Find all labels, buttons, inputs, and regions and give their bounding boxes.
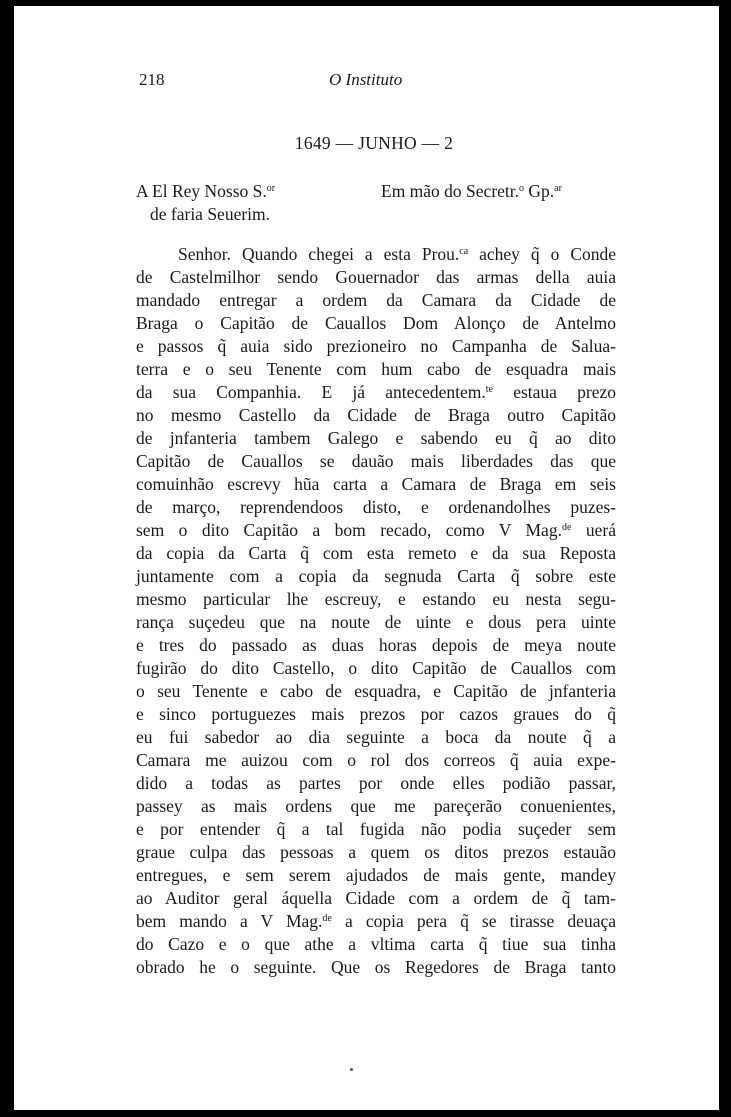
text-line: da copia da Carta q̃ com esta remeto e da sua Reposta [136, 543, 616, 563]
text-line: sem o dito Capitão a bom recado, como V Mag.$^{de}$ uerá [136, 520, 616, 540]
text-line: do Cazo e o que athe a vltima carta q̃ tiue sua tinha [136, 934, 616, 954]
footer-mark [350, 1068, 353, 1071]
addressee [136, 180, 366, 226]
addressee-line: de faria Seuerim. [150, 204, 271, 224]
text-line: dido a todas as partes por onde elles podião passar, [136, 773, 616, 793]
text-line: de jnfanteria tambem Galego e sabendo eu q̃ ao dito [136, 428, 616, 448]
text-line: e sinco portuguezes mais prezos por cazos graues do q̃ [136, 704, 616, 724]
letter-body [136, 243, 616, 979]
text-line: bem mando a V Mag.$^{de}$ a copia pera q̃ se tirasse deuaça [136, 911, 617, 931]
text-line: mandado entregar a ordem da Camara da Cidade de [136, 290, 616, 310]
text-line: passey as mais ordens que me pareçerão conuenientes, [136, 796, 616, 816]
page-number: 218 [139, 70, 165, 89]
date-heading: 1649 — JUNHO — 2 [294, 133, 454, 153]
text-line: rança suçedeu que na noute de uinte e dous pera uinte [136, 612, 616, 632]
text-line: e passos q̃ auia sido prezioneiro no Campanha de Salua- [136, 336, 616, 356]
text-line: de março, reprendendoos disto, e ordenandolhes puzes- [136, 497, 616, 517]
text-line: Capitão de Cauallos se dauão mais liberdades das que [136, 451, 616, 471]
text-line: graue culpa das pessoas a quem os ditos prezos estauão [136, 842, 616, 862]
text-line: Braga o Capitão de Cauallos Dom Alonço de Antelmo [136, 313, 616, 333]
text-line: obrado he o seguinte. Que os Regedores de Braga tanto [136, 957, 616, 977]
letter-address [136, 180, 611, 226]
text-line: comuinhão escrevy hũa carta a Camara de Braga em seis [136, 474, 616, 494]
text-line: ao Auditor geral áquella Cidade com a ordem de q̃ tam- [136, 888, 616, 908]
text-line: juntamente com a copia da segnuda Carta q̃ sobre este [136, 566, 616, 586]
addressee-line: A El Rey Nosso S.$^{or}$ [136, 181, 276, 201]
text-line: o seu Tenente e cabo de esquadra, e Capitão de jnfanteria [136, 681, 616, 701]
text-line: fugirão do dito Castello, o dito Capitão de Cauallos com [136, 658, 616, 678]
text-line: terra e o seu Tenente com hum cabo de esquadra mais [136, 359, 616, 379]
text-line: e tres do passado as duas horas depois de meya noute [136, 635, 616, 655]
text-line: Camara me auizou com o rol dos correos q̃ auia expe- [136, 750, 616, 770]
text-line: e por entender q̃ a tal fugida não podia suçeder sem [136, 819, 616, 839]
running-head [139, 70, 609, 96]
text-line: de Castelmilhor sendo Gouernador das armas della auia [136, 267, 616, 287]
text-line: da sua Companhia. E já antecedentem.$^{te}$ estaua prezo [136, 382, 616, 402]
running-title: O Instituto [329, 70, 403, 89]
text-line: eu fui sabedor ao dia seguinte a boca da noute q̃ a [136, 727, 616, 747]
text-line: mesmo particular lhe escreuy, e estando eu nesta segu- [136, 589, 616, 609]
text-line: entregues, e sem serem ajudados de mais gente, mandey [136, 865, 616, 885]
text-line: no mesmo Castello da Cidade de Braga outro Capitão [136, 405, 616, 425]
text-line: Senhor. Quando chegei a esta Prou.$^{ca}$ achey q̃ o Conde [178, 244, 617, 264]
delivery-note [381, 180, 611, 203]
delivery-note-line: Em mão do Secretr.$^o$ Gp.$^{ar}$ [381, 181, 562, 201]
